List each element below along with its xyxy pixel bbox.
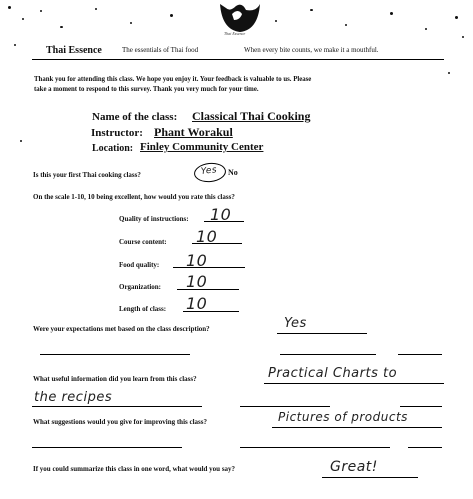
expectations-line-3 — [280, 354, 376, 355]
suggestions-answer[interactable]: Pictures of products — [278, 410, 408, 424]
rating-value-organization[interactable]: 10 — [186, 272, 208, 291]
suggestions-line-2 — [32, 447, 182, 448]
instructor-label: Instructor: — [91, 127, 143, 139]
brand-tagline: The essentials of Thai food — [122, 46, 199, 54]
suggestions-question: What suggestions would you give for improving this class? — [33, 418, 207, 426]
rating-label-organization: Organization: — [119, 283, 161, 291]
useful-line-4 — [400, 406, 442, 407]
rating-label-food: Food quality: — [119, 261, 160, 269]
suggestions-line-3 — [240, 447, 390, 448]
class-name-value: Classical Thai Cooking — [192, 109, 311, 123]
useful-answer-line-2[interactable]: the recipes — [34, 390, 113, 405]
first-class-yes-label: Yes — [200, 165, 218, 177]
useful-line-1 — [264, 383, 444, 384]
useful-answer-line-1[interactable]: Practical Charts to — [268, 366, 398, 381]
class-name-label: Name of the class: — [92, 111, 178, 123]
rating-value-length[interactable]: 10 — [186, 294, 208, 313]
intro-line-2: take a moment to respond to this survey. Thank you very much for your time. — [34, 86, 259, 93]
summary-answer[interactable]: Great! — [330, 459, 378, 475]
summary-question: If you could summarize this class in one word, what would you say? — [33, 465, 236, 473]
useful-question: What useful information did you learn from this class? — [33, 375, 197, 383]
rating-line-organization — [177, 289, 239, 290]
location-label: Location: — [92, 143, 134, 154]
useful-line-3 — [240, 406, 330, 407]
rating-line-food — [173, 267, 245, 268]
rating-value-instructions[interactable]: 10 — [210, 205, 232, 224]
instructor-value: Phant Worakul — [154, 125, 233, 139]
rating-label-content: Course content: — [119, 238, 167, 246]
rating-label-instructions: Quality of instructions: — [119, 215, 189, 223]
intro-line-1: Thank you for attending this class. We hope you enjoy it. Your feedback is valuable to us. Please — [34, 76, 312, 83]
location-value: Finley Community Center — [140, 141, 264, 153]
expectations-answer[interactable]: Yes — [284, 316, 307, 331]
logo-caption: Thai Essence — [224, 31, 246, 36]
rating-line-content — [192, 243, 242, 244]
rating-line-instructions — [204, 221, 244, 222]
expectations-line-2 — [40, 354, 190, 355]
logo — [212, 0, 268, 40]
suggestions-line-4 — [408, 447, 442, 448]
brand-slogan: When every bite counts, we make it a mouthful. — [244, 46, 379, 54]
summary-line — [322, 477, 418, 478]
useful-line-2 — [32, 406, 202, 407]
first-class-no-option[interactable]: No — [228, 168, 238, 177]
first-class-question: Is this your first Thai cooking class? — [33, 171, 141, 179]
expectations-line-4 — [398, 354, 442, 355]
rating-prompt: On the scale 1-10, 10 being excellent, how would you rate this class? — [33, 193, 235, 201]
rating-value-food[interactable]: 10 — [186, 251, 208, 270]
expectations-line-1 — [277, 333, 367, 334]
header-rule — [32, 59, 444, 60]
rating-line-length — [183, 311, 239, 312]
first-class-yes-option[interactable] — [193, 161, 227, 183]
rating-value-content[interactable]: 10 — [196, 227, 218, 246]
brand-name: Thai Essence — [46, 45, 102, 56]
expectations-question: Were your expectations met based on the class description? — [33, 325, 210, 333]
rating-label-length: Length of class: — [119, 305, 167, 313]
suggestions-line-1 — [272, 427, 442, 428]
